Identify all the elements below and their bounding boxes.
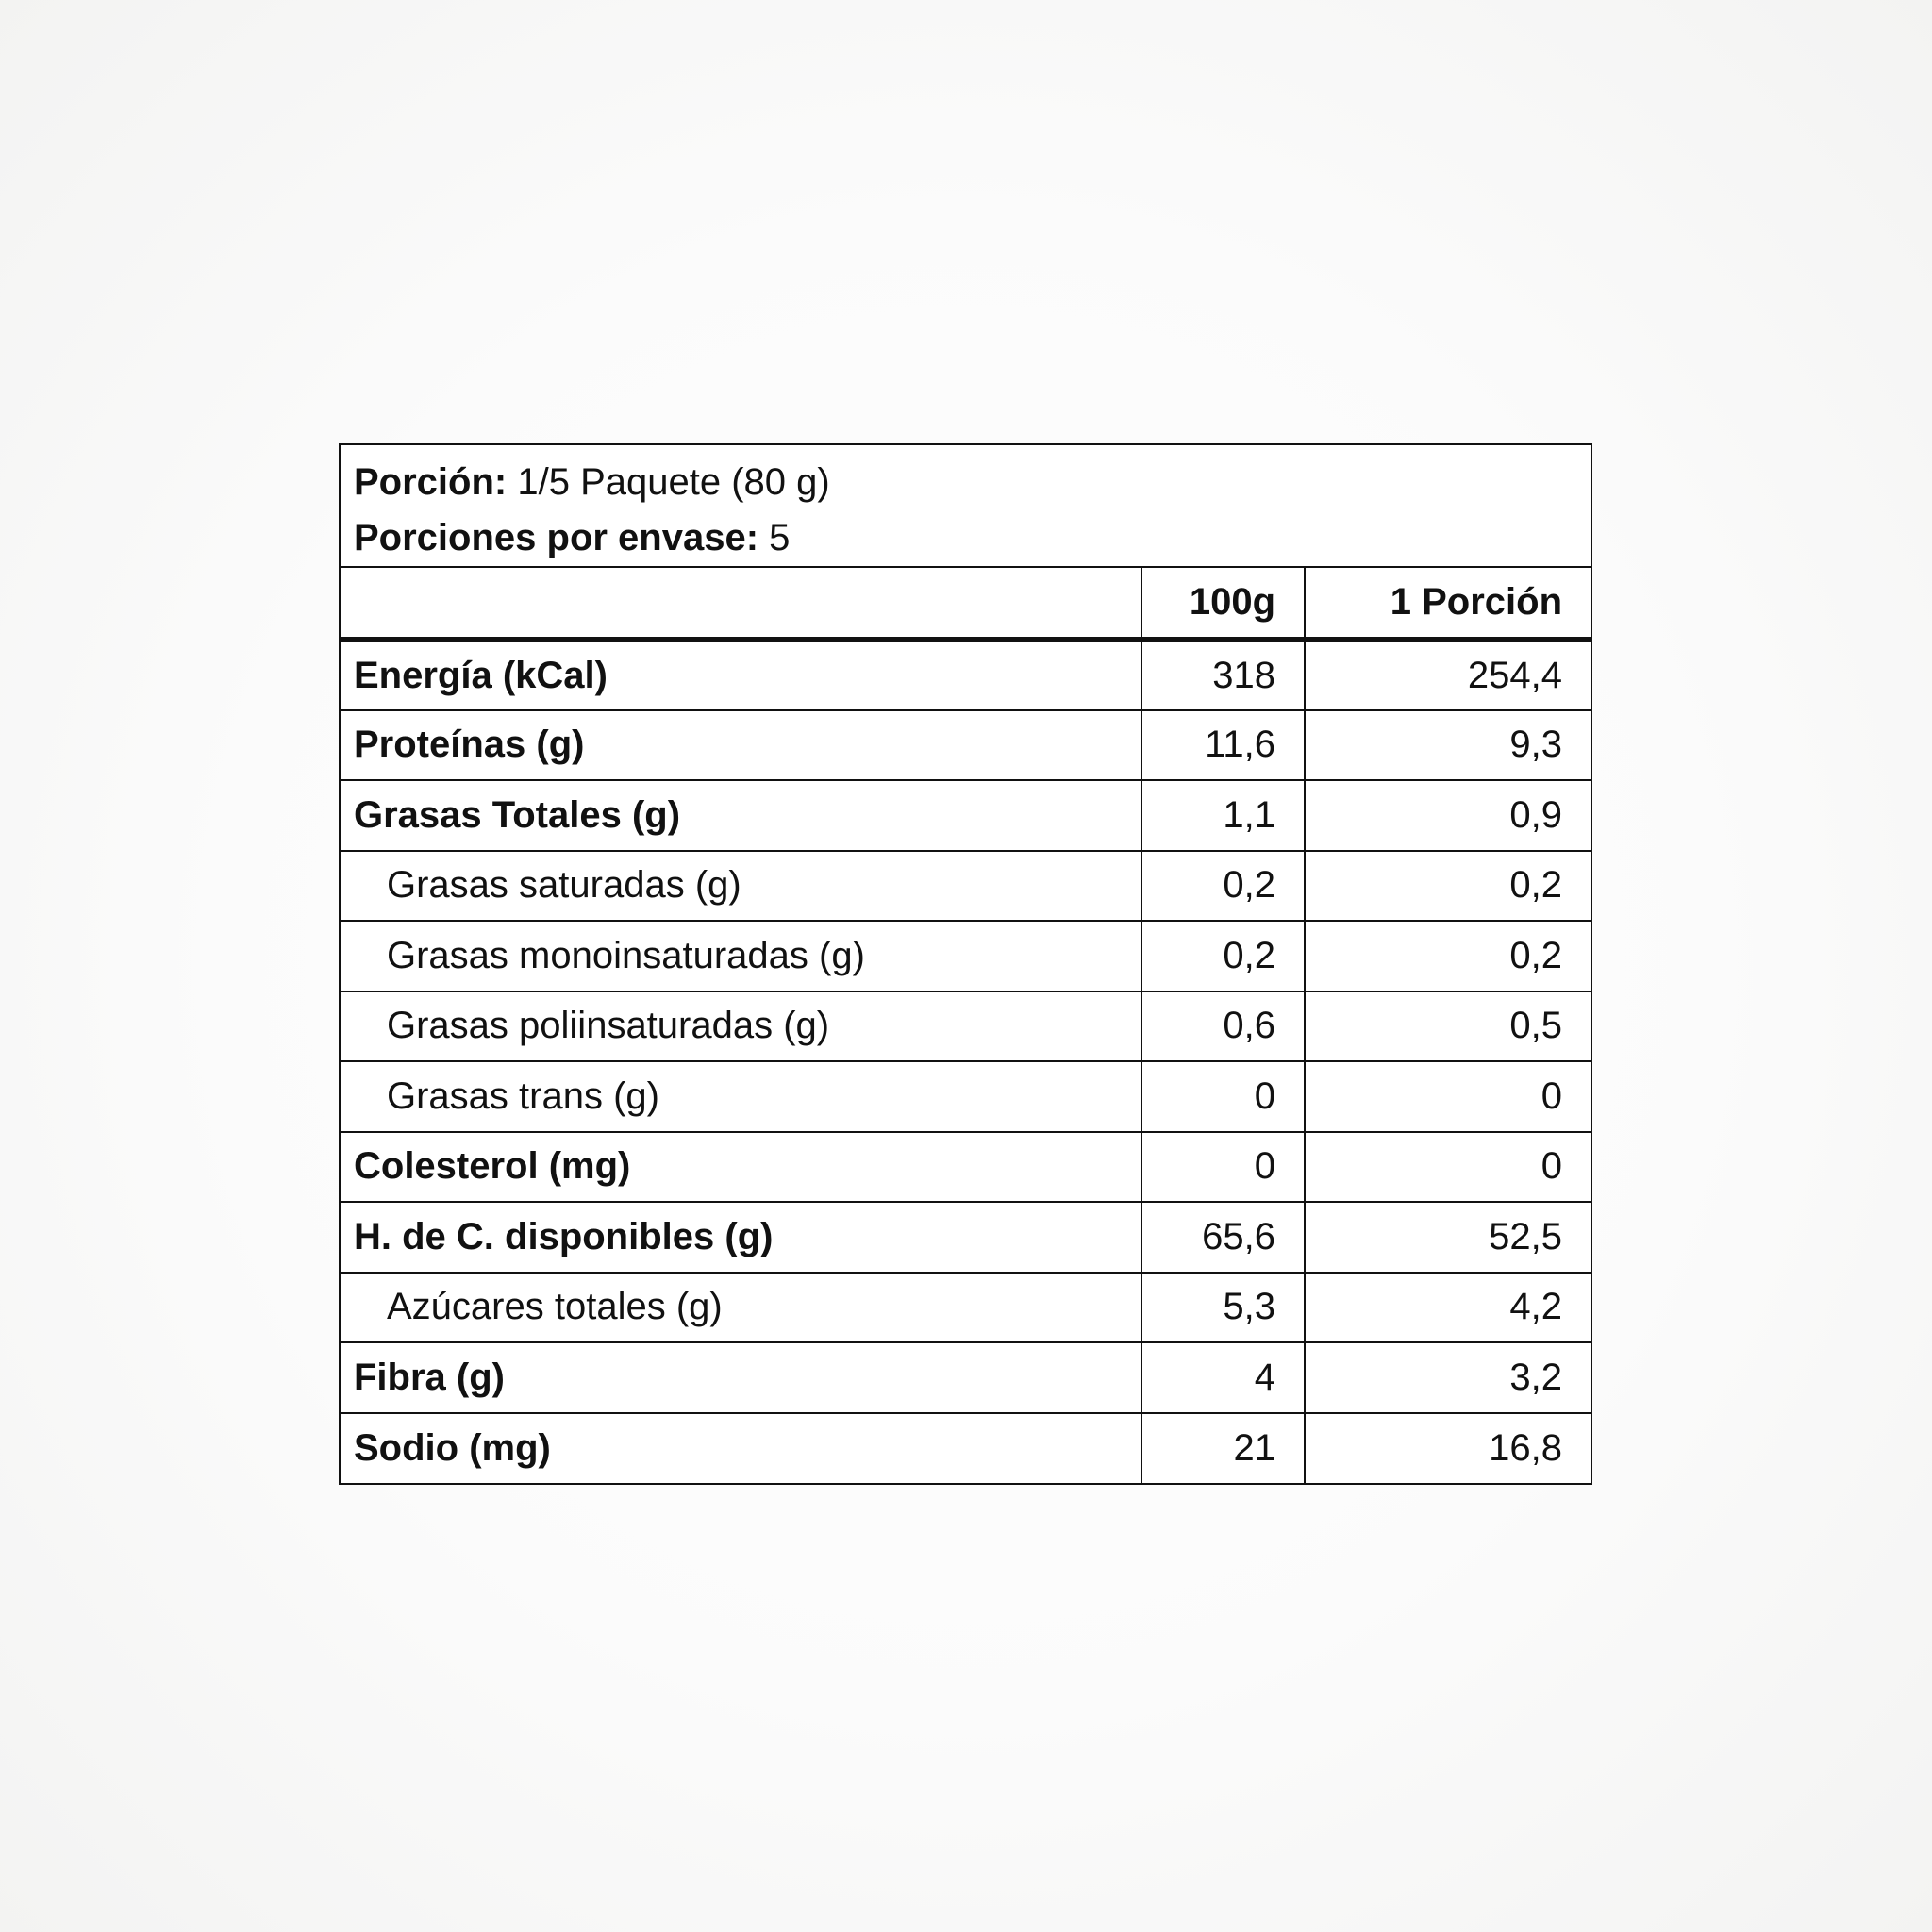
- servings-label: Porciones por envase:: [354, 517, 759, 558]
- nutrient-name: Energía (kCal): [341, 640, 1141, 710]
- table-row: [341, 1202, 1591, 1273]
- value-per-portion: 4,2: [1305, 1273, 1591, 1343]
- value-per-100g: 0,2: [1141, 851, 1305, 922]
- nutrient-name: H. de C. disponibles (g): [341, 1202, 1141, 1273]
- nutrient-name: Proteínas (g): [341, 710, 1141, 781]
- servings-value: 5: [769, 517, 791, 558]
- table-row: [341, 1273, 1591, 1343]
- value-per-100g: 0: [1141, 1132, 1305, 1203]
- serving-info: [341, 445, 1591, 568]
- table-row: [341, 780, 1591, 851]
- value-per-100g: 4: [1141, 1342, 1305, 1413]
- portion-label: Porción:: [354, 461, 508, 503]
- value-per-100g: 21: [1141, 1413, 1305, 1484]
- table-row: [341, 640, 1591, 710]
- header-per-portion: 1 Porción: [1305, 568, 1591, 640]
- value-per-portion: 52,5: [1305, 1202, 1591, 1273]
- table-row: [341, 1342, 1591, 1413]
- portion-value: 1/5 Paquete (80 g): [517, 461, 830, 503]
- nutrient-name: Grasas monoinsaturadas (g): [341, 921, 1141, 991]
- portion-line: [354, 455, 1591, 510]
- value-per-100g: 65,6: [1141, 1202, 1305, 1273]
- value-per-portion: 3,2: [1305, 1342, 1591, 1413]
- header-nutrient: [341, 568, 1141, 640]
- nutrient-name: Azúcares totales (g): [341, 1273, 1141, 1343]
- nutrient-name: Colesterol (mg): [341, 1132, 1141, 1203]
- table-row: [341, 991, 1591, 1062]
- value-per-100g: 1,1: [1141, 780, 1305, 851]
- servings-per-container-line: [354, 510, 1591, 566]
- nutrient-name: Fibra (g): [341, 1342, 1141, 1413]
- value-per-100g: 0: [1141, 1061, 1305, 1132]
- header-per-100g: 100g: [1141, 568, 1305, 640]
- nutrient-table: [341, 568, 1591, 1483]
- table-row: [341, 710, 1591, 781]
- value-per-100g: 11,6: [1141, 710, 1305, 781]
- value-per-100g: 318: [1141, 640, 1305, 710]
- value-per-100g: 0,2: [1141, 921, 1305, 991]
- value-per-portion: 0: [1305, 1061, 1591, 1132]
- nutrient-name: Grasas poliinsaturadas (g): [341, 991, 1141, 1062]
- nutrition-facts-label: [339, 443, 1592, 1485]
- value-per-portion: 0,9: [1305, 780, 1591, 851]
- value-per-portion: 0,5: [1305, 991, 1591, 1062]
- value-per-portion: 0: [1305, 1132, 1591, 1203]
- value-per-100g: 5,3: [1141, 1273, 1305, 1343]
- nutrient-name: Sodio (mg): [354, 1426, 551, 1469]
- value-per-portion: 16,8: [1305, 1413, 1591, 1484]
- value-per-portion: 9,3: [1305, 710, 1591, 781]
- table-row: [341, 1132, 1591, 1203]
- value-per-portion: 0,2: [1305, 921, 1591, 991]
- nutrient-name: Grasas Totales (g): [341, 780, 1141, 851]
- value-per-100g: 0,6: [1141, 991, 1305, 1062]
- nutrient-name: Grasas saturadas (g): [341, 851, 1141, 922]
- table-row: [341, 1061, 1591, 1132]
- nutrient-name: Grasas trans (g): [341, 1061, 1141, 1132]
- value-per-portion: 254,4: [1305, 640, 1591, 710]
- table-row: [341, 851, 1591, 922]
- table-header-row: [341, 568, 1591, 640]
- table-row: [341, 921, 1591, 991]
- table-row: [341, 1413, 1591, 1484]
- value-per-portion: 0,2: [1305, 851, 1591, 922]
